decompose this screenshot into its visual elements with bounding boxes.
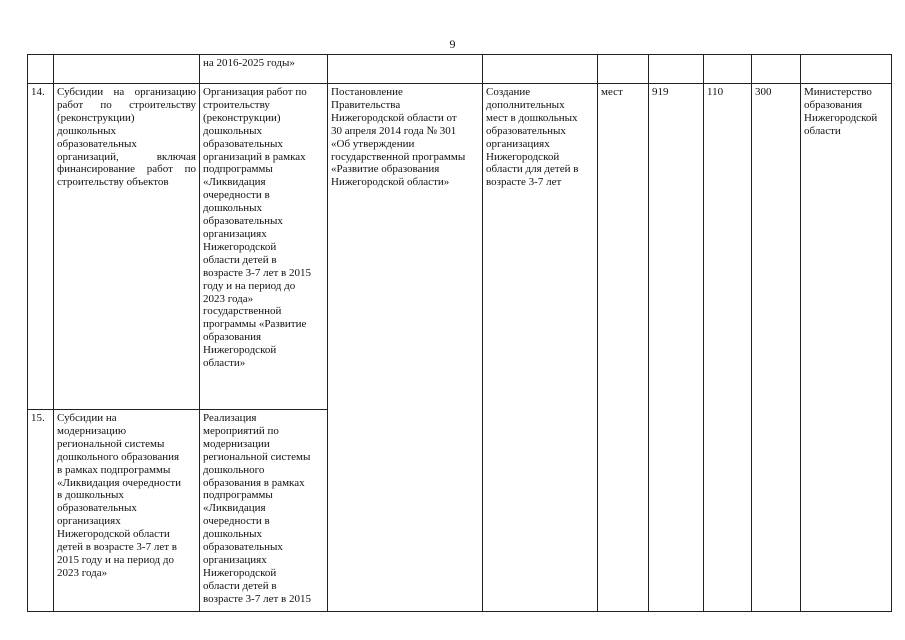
page-number: 9 (449, 37, 456, 51)
row-number: 15. (28, 410, 54, 612)
legal-basis: Постановление Правительства Нижегородской области от 30 апреля 2014 года № 301 «Об утверждении государственной программы «Развитие образования Нижегородской области» (328, 84, 483, 612)
cell-continuation (200, 55, 328, 84)
cell-empty (752, 55, 801, 84)
indicator-value-3: 300 (752, 84, 801, 612)
responsible-executor: Министерство образования Нижегородской области (801, 84, 892, 612)
cell-empty (704, 55, 752, 84)
measure-name: Субсидии на организацию работ по строительству (реконструкции) дошкольных образовательных организаций, включая финансирование работ по строительству объектов (54, 84, 200, 410)
cell-empty (54, 55, 200, 84)
indicator-value-2: 110 (704, 84, 752, 612)
cell-empty (28, 55, 54, 84)
unit-of-measure: мест (598, 84, 649, 612)
measure-event: Организация работ по строительству (реконструкции) дошкольных образовательных организаций в рамках подпрограммы «Ликвидация очередности в дошкольных образовательных организациях Нижегородской области детей в возрасте 3-7 лет в 2015 году и на период до 2023 года» государственной программы «Развитие образования Нижегородской области» (200, 84, 328, 410)
program-measures-table (27, 54, 892, 612)
cell-empty (598, 55, 649, 84)
row-number: 14. (28, 84, 54, 410)
expected-result: Создание дополнительных мест в дошкольных образовательных организациях Нижегородской области для детей в возрасте 3-7 лет (483, 84, 598, 612)
measure-event: Реализация мероприятий по модернизации региональной системы дошкольного образования в рамках подпрограммы «Ликвидация очередности в дошкольных образовательных организациях Нижегородской области детей в возрасте 3-7 лет в 2015 (200, 410, 328, 612)
cell-empty (328, 55, 483, 84)
table-row-continuation (28, 55, 892, 84)
indicator-value-1: 919 (649, 84, 704, 612)
cell-empty (649, 55, 704, 84)
cell-empty (483, 55, 598, 84)
measure-name: Субсидии на модернизацию региональной системы дошкольного образования в рамках подпрограммы «Ликвидация очередности в дошкольных образовательных организациях Нижегородской области детей в возрасте 3-7 лет в 2015 году и на период до 2023 года» (54, 410, 200, 612)
table-row-14 (28, 84, 892, 410)
continuation-text: на 2016-2025 годы» (203, 57, 295, 69)
cell-empty (801, 55, 892, 84)
